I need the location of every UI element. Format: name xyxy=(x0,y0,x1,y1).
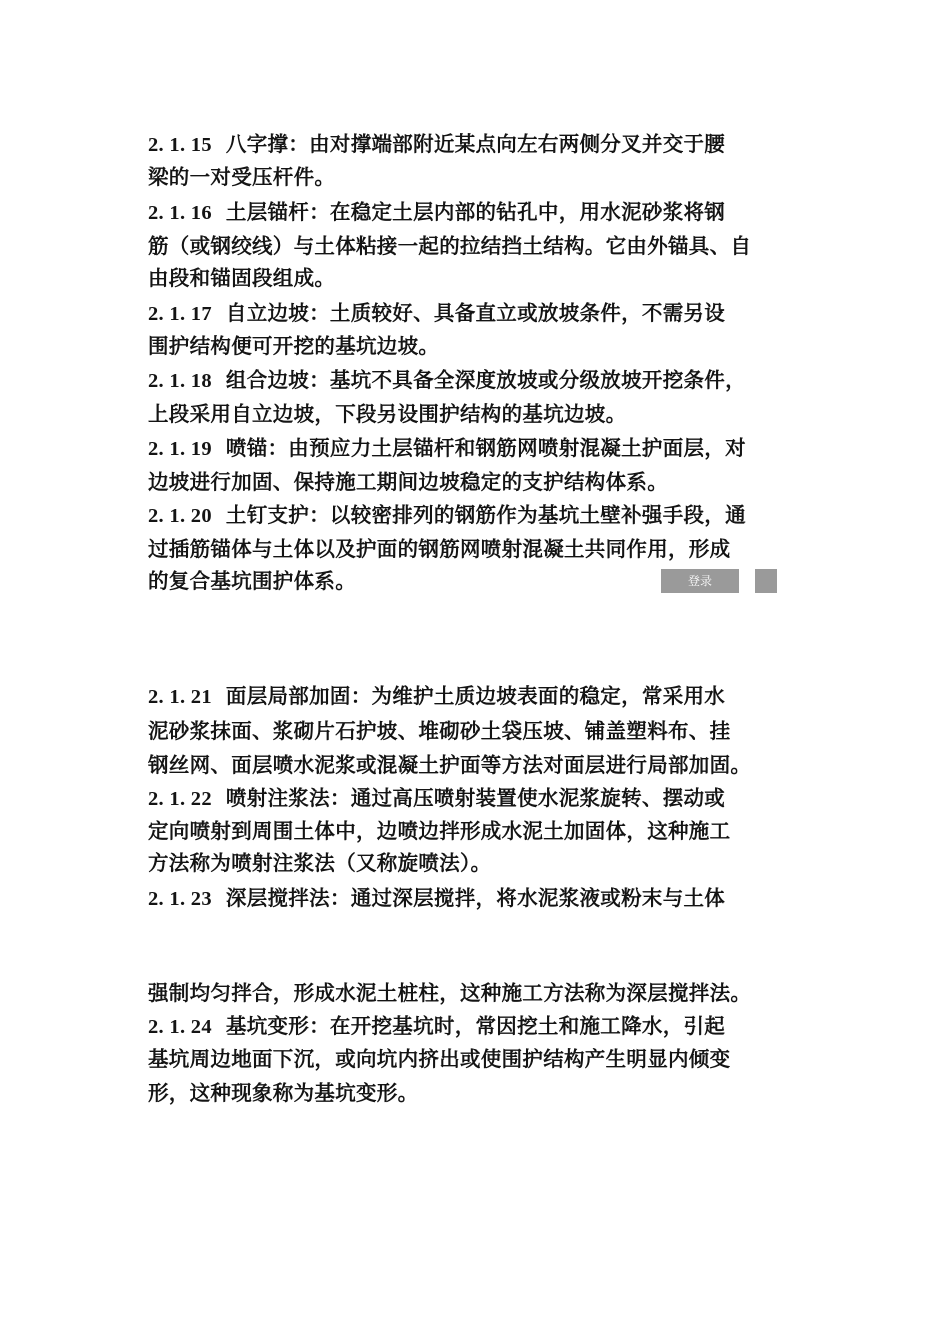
entry-number: 2. 1. 15 xyxy=(148,134,212,156)
entry-2-1-15-line-1: 2. 1. 15 八字撑：由对撑端部附近某点向左右两侧分叉并交于腰 xyxy=(148,132,726,156)
entry-number: 2. 1. 23 xyxy=(148,888,212,910)
entry-2-1-24-line-1: 2. 1. 24 基坑变形：在开挖基坑时，常因挖土和施工降水，引起 xyxy=(148,1014,726,1038)
entry-2-1-17-line-2: 围护结构便可开挖的基坑边坡。 xyxy=(148,334,440,358)
entry-2-1-22-line-2: 定向喷射到周围土体中，边喷边拌形成水泥土加固体，这种施工 xyxy=(148,819,731,843)
entry-2-1-16-line-1: 2. 1. 16 土层锚杆：在稳定土层内部的钻孔中，用水泥砂浆将钢 xyxy=(148,200,726,224)
entry-2-1-21-line-1: 2. 1. 21 面层局部加固：为维护土质边坡表面的稳定，常采用水 xyxy=(148,684,726,708)
entry-2-1-24-line-3: 形，这种现象称为基坑变形。 xyxy=(148,1081,419,1105)
entry-2-1-22-line-1: 2. 1. 22 喷射注浆法：通过高压喷射装置使水泥浆旋转、摆动或 xyxy=(148,786,726,810)
entry-number: 2. 1. 18 xyxy=(148,370,212,392)
entry-number: 2. 1. 17 xyxy=(148,303,212,325)
entry-number: 2. 1. 20 xyxy=(148,505,212,527)
login-button[interactable]: 登录 xyxy=(661,569,739,593)
entry-2-1-20-line-1: 2. 1. 20 土钉支护：以较密排列的钢筋作为基坑土壁补强手段，通 xyxy=(148,503,746,527)
entry-2-1-16-line-2: 筋（或钢绞线）与土体粘接一起的拉结挡土结构。它由外锚具、自 xyxy=(148,234,752,258)
entry-2-1-16-line-3: 由段和锚固段组成。 xyxy=(148,266,336,290)
entry-2-1-21-line-2: 泥砂浆抹面、浆砌片石护坡、堆砌砂土袋压坡、铺盖塑料布、挂 xyxy=(148,719,731,743)
side-toggle-button[interactable] xyxy=(755,569,777,593)
entry-number: 2. 1. 19 xyxy=(148,438,212,460)
entry-2-1-20-line-3: 的复合基坑围护体系。 xyxy=(148,569,356,593)
entry-2-1-18-line-2: 上段采用自立边坡，下段另设围护结构的基坑边坡。 xyxy=(148,402,627,426)
entry-2-1-23-continuation: 强制均匀拌合，形成水泥土桩柱，这种施工方法称为深层搅拌法。 xyxy=(148,981,752,1005)
entry-2-1-22-line-3: 方法称为喷射注浆法（又称旋喷法）。 xyxy=(148,851,492,875)
entry-2-1-24-line-2: 基坑周边地面下沉，或向坑内挤出或使围护结构产生明显内倾变 xyxy=(148,1047,731,1071)
entry-number: 2. 1. 24 xyxy=(148,1016,212,1038)
entry-2-1-19-line-2: 边坡进行加固、保持施工期间边坡稳定的支护结构体系。 xyxy=(148,470,668,494)
entry-2-1-18-line-1: 2. 1. 18 组合边坡：基坑不具备全深度放坡或分级放坡开挖条件， xyxy=(148,368,746,392)
entry-number: 2. 1. 16 xyxy=(148,202,212,224)
entry-2-1-17-line-1: 2. 1. 17 自立边坡：土质较好、具备直立或放坡条件，不需另设 xyxy=(148,301,726,325)
entry-2-1-15-line-2: 梁的一对受压杆件。 xyxy=(148,165,336,189)
entry-2-1-21-line-3: 钢丝网、面层喷水泥浆或混凝土护面等方法对面层进行局部加固。 xyxy=(148,753,752,777)
entry-number: 2. 1. 21 xyxy=(148,686,212,708)
entry-2-1-23-line-1: 2. 1. 23 深层搅拌法：通过深层搅拌，将水泥浆液或粉末与土体 xyxy=(148,886,726,910)
entry-number: 2. 1. 22 xyxy=(148,788,212,810)
entry-2-1-19-line-1: 2. 1. 19 喷锚：由预应力土层锚杆和钢筋网喷射混凝土护面层，对 xyxy=(148,436,746,460)
entry-2-1-20-line-2: 过插筋锚体与土体以及护面的钢筋网喷射混凝土共同作用，形成 xyxy=(148,537,731,561)
